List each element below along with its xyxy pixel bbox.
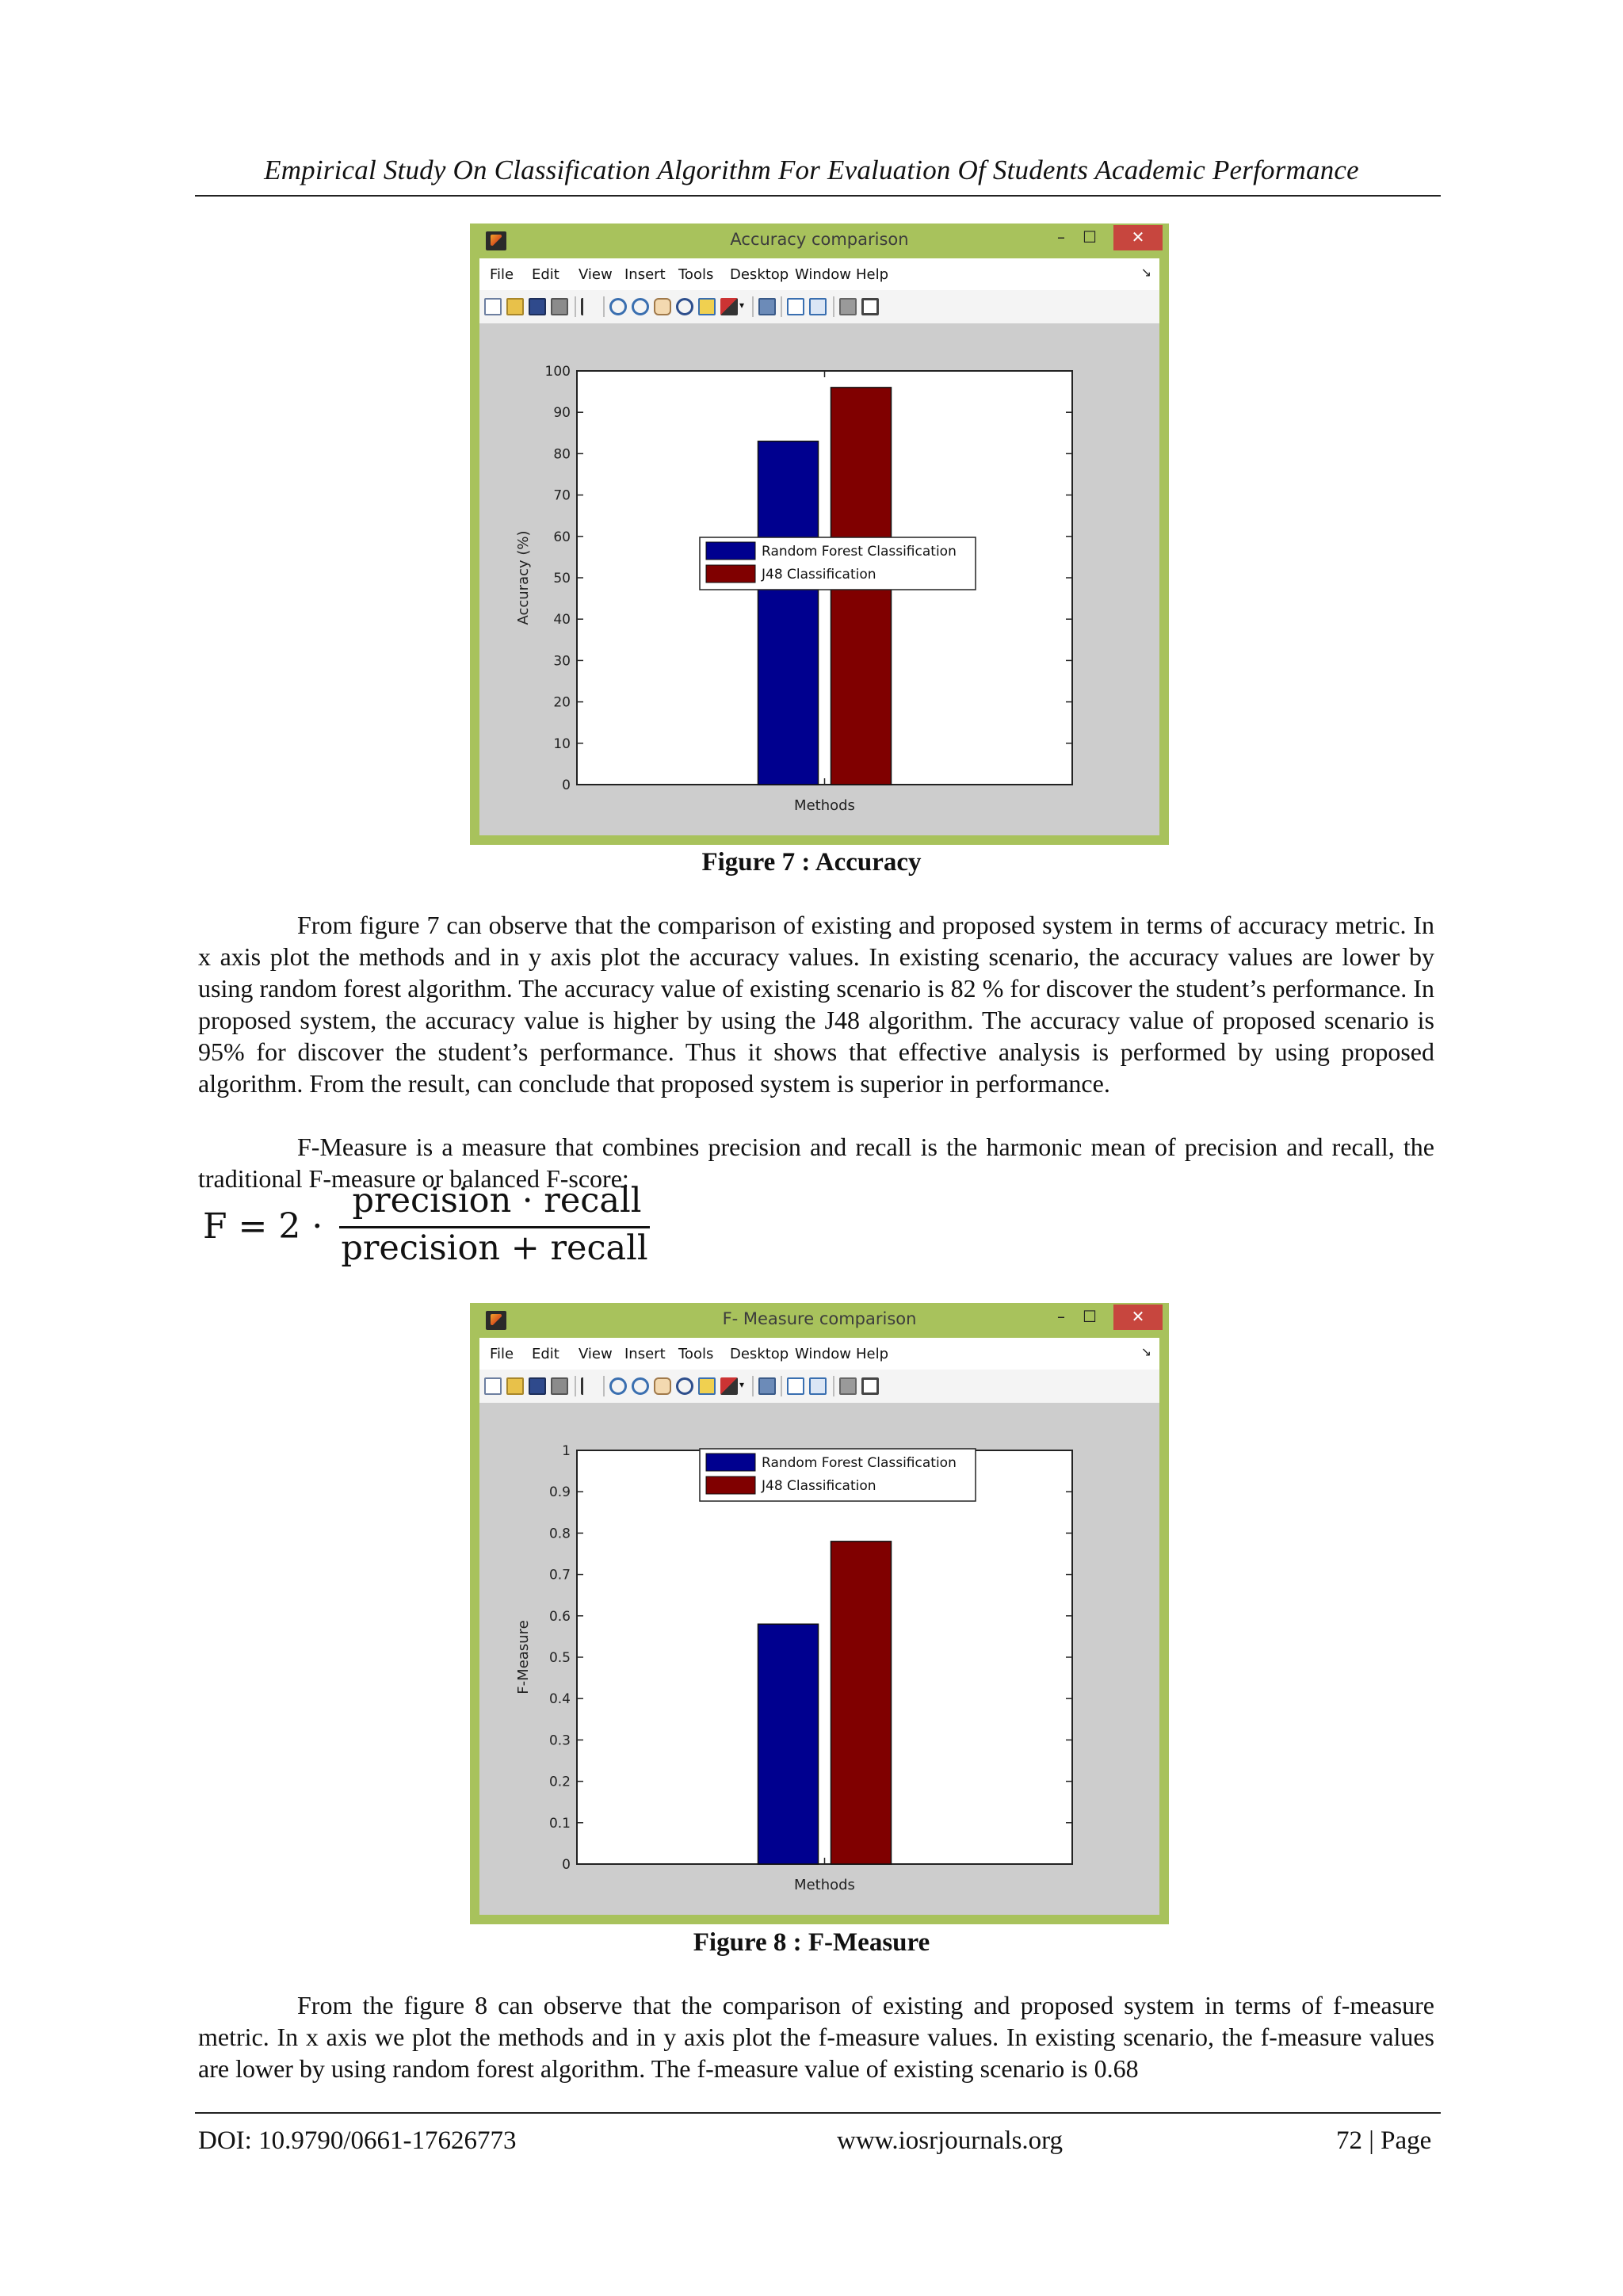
new-figure-icon[interactable] [484,298,502,315]
y-tick-label: 0.9 [548,1484,571,1501]
print-icon[interactable] [551,1377,568,1395]
header-rule [195,195,1441,197]
open-icon[interactable] [506,1377,524,1395]
zoom-in-icon[interactable] [609,1377,627,1395]
pointer-icon[interactable] [581,298,598,315]
menu-file[interactable]: File [490,266,514,283]
save-icon[interactable] [529,1377,546,1395]
formula-numerator: precision · recall [352,1181,642,1221]
legend-swatch [706,1477,755,1494]
y-tick-label: 0.6 [548,1608,571,1625]
paragraph-3-text: From the figure 8 can observe that the comparison of existing and proposed system in terms of f-measure metric. In x axis we plot the methods and in y axis plot the f-measure values. In existing scenario, the f-measure values are lower by using random forest algorithm. The f-measure value of existing scenario is 0.68 [198,1991,1434,2083]
figure-7-caption: Figure 7 : Accuracy [701,848,922,877]
pan-icon[interactable] [654,1377,671,1395]
legend-entry: Random Forest Classification [762,1455,957,1471]
close-icon[interactable]: ✕ [1113,1305,1163,1330]
dock-arrow-icon[interactable]: ↘ [1140,1344,1151,1359]
y-tick-label: 20 [553,694,571,711]
legend-entry: J48 Classification [762,567,876,583]
y-tick-label: 90 [553,405,571,422]
menu-help[interactable]: Help [856,266,889,283]
figure-client-area [479,1403,1159,1915]
paragraph-3 [198,1989,1434,2084]
menu-window[interactable]: Window [795,266,851,283]
data-cursor-icon[interactable] [698,1377,716,1395]
data-cursor-icon[interactable] [698,298,716,315]
zoom-in-icon[interactable] [609,298,627,315]
insert-colorbar-icon[interactable] [787,1377,804,1395]
y-tick-label: 100 [544,364,571,380]
accuracy-bar-chart [479,323,1159,835]
y-tick-label: 1 [562,1443,571,1459]
y-axis-label: Accuracy (%) [515,530,532,625]
paragraph-1 [198,909,1434,1099]
y-tick-label: 0 [562,777,571,793]
figure-window-f-measure [470,1303,1169,1924]
hide-plot-tools-icon[interactable] [839,298,857,315]
y-tick-label: 0.8 [548,1526,571,1542]
maximize-icon[interactable]: ☐ [1083,1307,1097,1326]
menu-tools[interactable]: Tools [678,1346,714,1362]
y-tick-label: 0.2 [548,1774,571,1790]
pan-icon[interactable] [654,298,671,315]
menu-insert[interactable]: Insert [624,266,666,283]
brush-dropdown-icon[interactable]: ▾ [739,300,745,311]
x-axis-label: Methods [794,797,855,814]
legend-entry: Random Forest Classification [762,544,957,560]
minimize-icon[interactable]: – [1057,227,1065,246]
maximize-icon[interactable]: ☐ [1083,227,1097,246]
legend-entry: J48 Classification [762,1478,876,1494]
legend-swatch [706,1454,755,1471]
paragraph-1-text: From figure 7 can observe that the comparison of existing and proposed system in terms of accuracy metric. In x axis plot the methods and in y axis plot the accuracy values. In existing scenario, the accuracy values are lower by using random forest algorithm. The accuracy value of existing scenario is 82 % for discover the student’s performance. In proposed system, the accuracy value is higher by using the J48 algorithm. The accuracy value of proposed scenario is 95% for discover the student’s performance. Thus it shows that effective analysis is performed by using proposed algorithm. From the result, can conclude that proposed system is superior in performance. [198,911,1434,1098]
close-icon[interactable]: ✕ [1113,225,1163,250]
link-plot-icon[interactable] [758,298,776,315]
figure-client-area [479,323,1159,835]
y-tick-label: 30 [553,653,571,670]
window-title: Accuracy comparison [730,230,909,249]
legend-swatch [706,565,755,583]
link-plot-icon[interactable] [758,1377,776,1395]
zoom-out-icon[interactable] [632,1377,649,1395]
save-icon[interactable] [529,298,546,315]
brush-dropdown-icon[interactable]: ▾ [739,1379,745,1390]
insert-legend-icon[interactable] [809,1377,827,1395]
menu-file[interactable]: File [490,1346,514,1362]
hide-plot-tools-icon[interactable] [839,1377,857,1395]
menu-desktop[interactable]: Desktop [730,266,789,283]
bar [758,1624,819,1864]
y-tick-label: 0.4 [548,1691,571,1708]
figure-toolbar [479,290,1159,324]
menu-bar [479,258,1159,290]
footer-page-number: 72 | Page [1336,2126,1432,2155]
dock-arrow-icon[interactable]: ↘ [1140,265,1151,280]
pointer-icon[interactable] [581,1377,598,1395]
y-tick-label: 0.5 [548,1650,571,1666]
menu-insert[interactable]: Insert [624,1346,666,1362]
formula-lhs: F = 2 · [203,1206,323,1247]
new-figure-icon[interactable] [484,1377,502,1395]
figure-window-accuracy [470,223,1169,845]
y-tick-label: 70 [553,487,571,504]
legend-swatch [706,542,755,560]
y-tick-label: 0.3 [548,1733,571,1749]
running-title: Empirical Study On Classification Algorithm For Evaluation Of Students Academic Performance [264,155,1359,185]
insert-legend-icon[interactable] [809,298,827,315]
rotate-icon[interactable] [676,1377,693,1395]
figure-toolbar [479,1370,1159,1404]
show-plot-tools-icon[interactable] [861,298,879,315]
bar [831,1541,892,1864]
figure-8-caption: Figure 8 : F-Measure [693,1928,930,1957]
menu-edit[interactable]: Edit [532,266,559,283]
f-measure-formula [203,1181,694,1276]
y-axis-label: F-Measure [515,1620,532,1694]
y-tick-label: 0.1 [548,1815,571,1832]
bar [758,441,819,785]
menu-view[interactable]: View [579,266,613,283]
menu-bar [479,1338,1159,1370]
show-plot-tools-icon[interactable] [861,1377,879,1395]
x-axis-label: Methods [794,1877,855,1893]
rotate-icon[interactable] [676,298,693,315]
brush-icon[interactable] [720,1377,738,1395]
menu-edit[interactable]: Edit [532,1346,559,1362]
window-titlebar [470,223,1169,258]
menu-help[interactable]: Help [856,1346,889,1362]
footer-website: www.iosrjournals.org [837,2126,1064,2155]
brush-icon[interactable] [720,298,738,315]
footer-doi: DOI: 10.9790/0661-17626773 [198,2126,517,2155]
y-tick-label: 60 [553,529,571,545]
window-titlebar [470,1303,1169,1338]
zoom-out-icon[interactable] [632,298,649,315]
y-tick-label: 10 [553,735,571,752]
paragraph-2-text: F-Measure is a measure that combines precision and recall is the harmonic mean of precision and recall, the traditional F-measure or balanced F-score: [198,1133,1434,1193]
y-tick-label: 80 [553,446,571,463]
formula-denominator: precision + recall [341,1228,648,1268]
insert-colorbar-icon[interactable] [787,298,804,315]
f-measure-bar-chart [479,1403,1159,1915]
y-tick-label: 0 [562,1857,571,1873]
minimize-icon[interactable]: – [1057,1307,1065,1326]
menu-view[interactable]: View [579,1346,613,1362]
y-tick-label: 0.7 [548,1567,571,1584]
open-icon[interactable] [506,298,524,315]
menu-window[interactable]: Window [795,1346,851,1362]
footer-rule [195,2112,1441,2114]
y-tick-label: 40 [553,612,571,628]
plot-area [577,1450,1072,1864]
print-icon[interactable] [551,298,568,315]
window-title: F- Measure comparison [722,1309,917,1328]
menu-tools[interactable]: Tools [678,266,714,283]
y-tick-label: 50 [553,571,571,586]
menu-desktop[interactable]: Desktop [730,1346,789,1362]
